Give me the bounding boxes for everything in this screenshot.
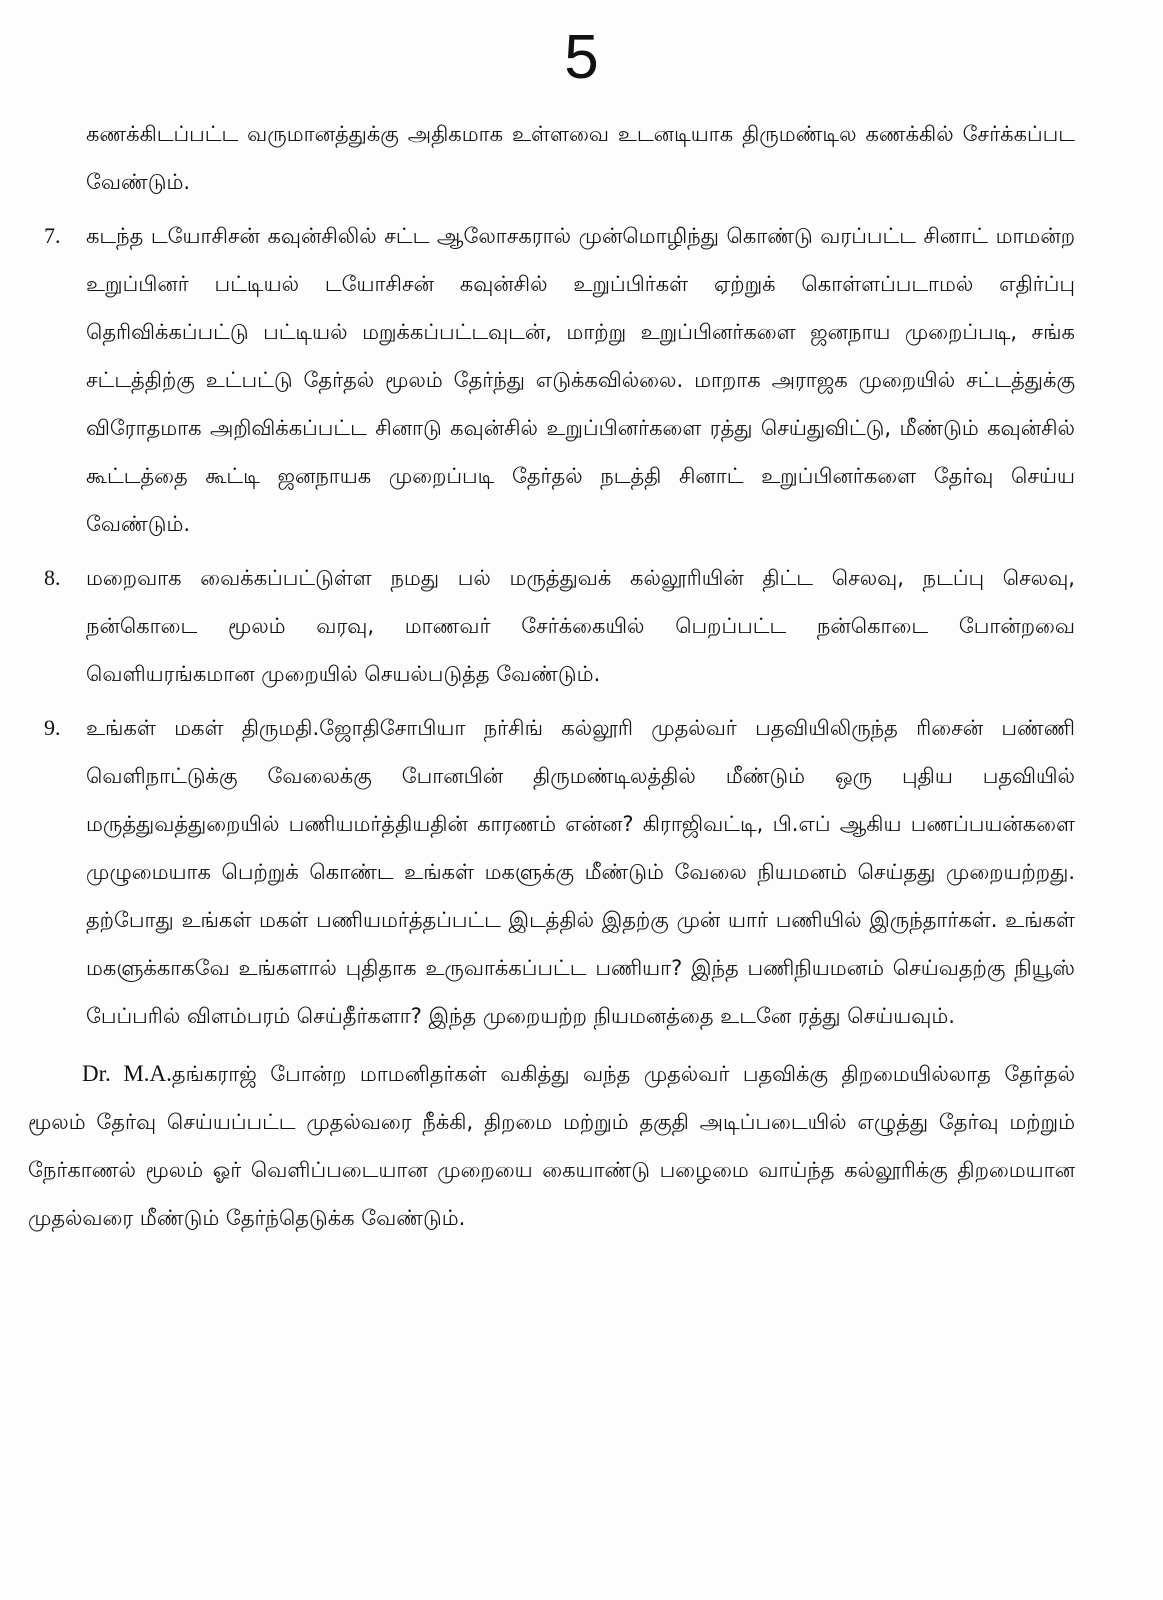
list-item-number: 7.	[44, 223, 61, 248]
closing-paragraph-text: தங்கராஜ் போன்ற மாமனிதர்கள் வகித்து வந்த முதல்வர் பதவிக்கு திறமையில்லாத தேர்தல் மூலம் தேர்வு செய்யப்பட்ட முதல்வரை நீக்கி, திறமை மற்றும் தகுதி அடிப்படையில் எழுத்து தேர்வு மற்றும் நேர்காணல் மூலம் ஓர் வெளிப்படையான முறையை கையாண்டு பழைமை வாய்ந்த கல்லூரிக்கு திறமையான முதல்வரை மீண்டும் தேர்ந்தெடுக்க வேண்டும்.	[28, 1062, 1076, 1230]
continuation-paragraph: கணக்கிடப்பட்ட வருமானத்துக்கு அதிகமாக உள்ளவை உடனடியாக திருமண்டில கணக்கில் சேர்க்கப்பட வேண்டும்.	[86, 122, 1075, 194]
document-body	[0, 110, 1163, 1242]
closing-paragraph	[0, 1050, 1163, 1242]
list-item-9	[0, 704, 1163, 1040]
list-item-7	[0, 212, 1163, 548]
list-item-8	[0, 554, 1163, 698]
page-number: 5	[564, 23, 599, 92]
list-item-number: 8.	[44, 565, 61, 590]
list-item-text: மறைவாக வைக்கப்பட்டுள்ள நமது பல் மருத்துவக் கல்லூரியின் திட்ட செலவு, நடப்பு செலவு, நன்கொடை மூலம் வரவு, மாணவர் சேர்க்கையில் பெறப்பட்ட நன்கொடை போன்றவை வெளியரங்கமான முறையில் செயல்படுத்த வேண்டும்.	[86, 566, 1075, 686]
list-item-text: உங்கள் மகள் திருமதி.ஜோதிசோபியா நர்சிங் கல்லூரி முதல்வர் பதவியிலிருந்த ரிசைன் பண்ணி வெளிநாட்டுக்கு வேலைக்கு போனபின் திருமண்டிலத்தில் மீண்டும் ஒரு புதிய பதவியில் மருத்துவத்துறையில் பணியமர்த்தியதின் காரணம் என்ன? கிராஜிவட்டி, பி.எப் ஆகிய பணப்பயன்களை முழுமையாக பெற்றுக் கொண்ட உங்கள் மகளுக்கு மீண்டும் வேலை நியமனம் செய்தது முறையற்றது. தற்போது உங்கள் மகள் பணியமர்த்தப்பட்ட இடத்தில் இதற்கு முன் யார் பணியில் இருந்தார்கள். உங்கள் மகளுக்காகவே உங்களால் புதிதாக உருவாக்கப்பட்ட பணியா? இந்த பணிநியமனம் செய்வதற்கு நியூஸ் பேப்பரில் விளம்பரம் செய்தீர்களா? இந்த முறையற்ற நியமனத்தை உடனே ரத்து செய்யவும்.	[86, 716, 1075, 1028]
list-item-number: 9.	[44, 715, 61, 740]
list-item-text: கடந்த டயோசிசன் கவுன்சிலில் சட்ட ஆலோசகரால் முன்மொழிந்து கொண்டு வரப்பட்ட சினாட் மாமன்ற உறுப்பினர் பட்டியல் டயோசிசன் கவுன்சில் உறுப்பிர்கள் ஏற்றுக் கொள்ளப்படாமல் எதிர்ப்பு தெரிவிக்கப்பட்டு பட்டியல் மறுக்கப்பட்டவுடன், மாற்று உறுப்பினர்களை ஜனநாய முறைப்படி, சங்க சட்டத்திற்கு உட்பட்டு தேர்தல் மூலம் தேர்ந்து எடுக்கவில்லை. மாறாக அராஜக முறையில் சட்டத்துக்கு விரோதமாக அறிவிக்கப்பட்ட சினாடு கவுன்சில் உறுப்பினர்களை ரத்து செய்துவிட்டு, மீண்டும் கவுன்சில் கூட்டத்தை கூட்டி ஜனநாயக முறைப்படி தேர்தல் நடத்தி சினாட் உறுப்பினர்களை தேர்வு செய்ய வேண்டும்.	[86, 224, 1075, 536]
closing-paragraph-lead: Dr. M.A.	[82, 1061, 172, 1086]
